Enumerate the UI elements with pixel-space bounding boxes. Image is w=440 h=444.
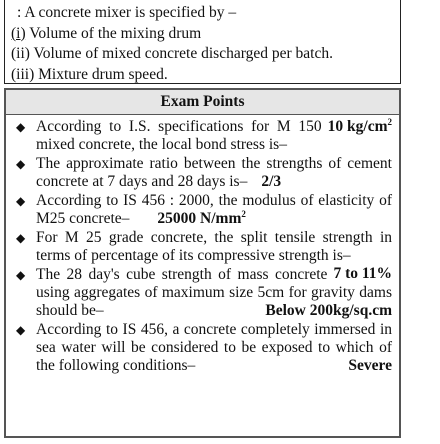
line-marker: (ii) (11, 45, 30, 62)
answer: 7 to 11% (333, 264, 392, 282)
mixer-spec-line (11, 65, 394, 86)
exam-point (14, 192, 392, 228)
point-text: For M 25 grade concrete, the split tensile strength in terms of percentage of its compressive strength is– (36, 229, 392, 265)
exam-point (14, 155, 392, 191)
point-text: The 28 day's cube strength of mass concrete using aggregates of maximum size 5cm for gravity dams should be– (36, 266, 392, 319)
mixer-spec-line (11, 44, 394, 65)
exam-points-box (4, 88, 401, 438)
answer: 25000 $N/mm^2$ (157, 208, 246, 227)
line-marker: (i) (11, 24, 26, 42)
mixer-spec-line (11, 24, 394, 45)
diamond-bullet-icon: ◆ (16, 323, 26, 338)
line-text: Mixture drum speed. (34, 65, 168, 83)
line-text: Volume of mixed concrete discharged per batch. (29, 45, 333, 62)
diamond-bullet-icon: ◆ (16, 194, 26, 209)
exam-point (14, 118, 392, 154)
diamond-bullet-icon: ◆ (16, 231, 26, 246)
exam-point (14, 229, 392, 282)
point-text: According to IS 456 : 2000, the modulus of elasticity of M25 concrete– (36, 192, 392, 227)
exam-point (14, 266, 392, 319)
answer: Severe (348, 356, 392, 374)
exam-point (14, 321, 392, 374)
answer: Below 200kg/sq.cm (265, 301, 392, 319)
mixer-spec-box (4, 0, 401, 84)
mixer-spec-heading: : A concrete mixer is specified by – (17, 4, 237, 21)
exam-points-list (6, 115, 399, 375)
answer: 10 $kg/cm^2$ (327, 116, 392, 135)
diamond-bullet-icon: ◆ (16, 268, 26, 283)
diamond-bullet-icon: ◆ (16, 120, 26, 134)
exam-points-title: Exam Points (6, 90, 399, 115)
diamond-bullet-icon: ◆ (16, 157, 26, 172)
answer: 2/3 (261, 172, 282, 190)
point-text: According to I.S. specifications for M 150 mixed concrete, the local bond stress is– (36, 118, 322, 153)
point-text: The approximate ratio between the strengths of cement concrete at 7 days and 28 days is– (36, 155, 392, 190)
line-text: Volume of the mixing drum (25, 24, 202, 42)
point-text: According to IS 456, a concrete completely immersed in sea water will be considered to be exposed to which of the following conditions– (36, 321, 392, 374)
line-marker: (iii) (11, 65, 35, 83)
